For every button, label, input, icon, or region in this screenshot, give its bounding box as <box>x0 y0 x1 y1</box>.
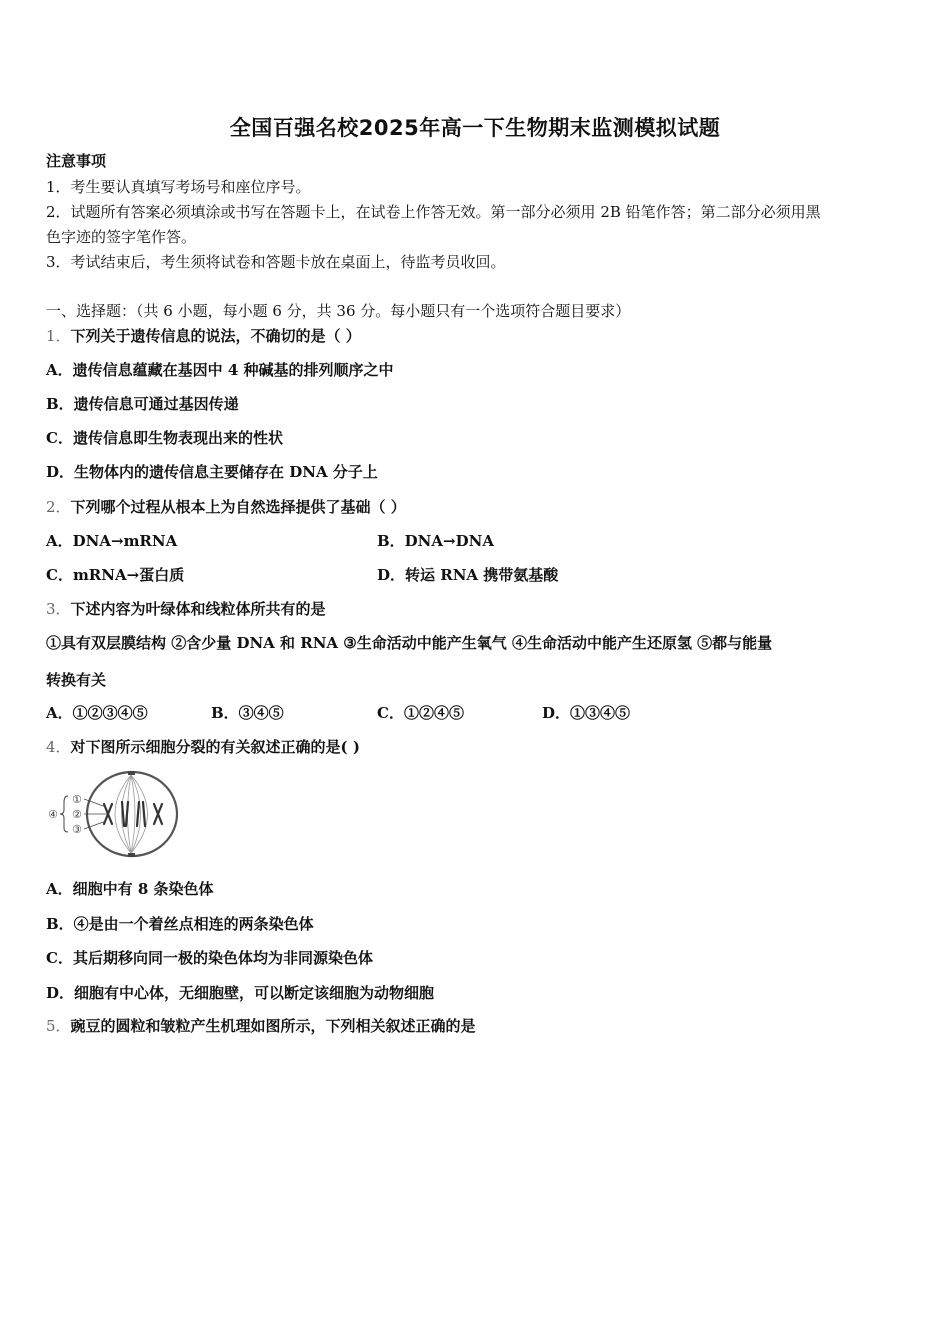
question-stem: 豌豆的圆粒和皱粒产生机理如图所示，下列相关叙述正确的是 <box>70 1017 476 1035</box>
notice-item: 1．考生要认真填写考场号和座位序号。 <box>46 178 311 196</box>
chromosomes <box>104 802 162 826</box>
question-number: 3． <box>46 600 71 618</box>
q3-option-d: D．①③④⑤ <box>542 704 631 722</box>
question-1 <box>46 326 361 346</box>
question-stem: 下述内容为叶绿体和线粒体所共有的是 <box>70 600 326 618</box>
question-stem: 下列关于遗传信息的说法，不确切的是（ ） <box>70 327 361 345</box>
q2-option-c: C．mRNA→蛋白质 <box>46 566 185 584</box>
centriole-bottom <box>128 853 135 857</box>
notice-item: 色字迹的签字笔作答。 <box>46 228 197 246</box>
label-3: ③ <box>72 823 82 836</box>
label-1: ① <box>72 793 82 806</box>
q3-statements: ①具有双层膜结构 ②含少量 DNA 和 RNA ③生命活动中能产生氧气 ④生命活动中能产生还原氢 ⑤都与能量 <box>46 634 773 652</box>
q4-option-c: C．其后期移向同一极的染色体均为非同源染色体 <box>46 949 373 967</box>
q2-option-d: D．转运 RNA 携带氨基酸 <box>377 566 559 584</box>
q4-option-d: D．细胞有中心体，无细胞壁，可以断定该细胞为动物细胞 <box>46 984 435 1002</box>
question-number: 4． <box>46 738 71 756</box>
spindle-fibers <box>115 775 148 853</box>
q1-option-d: D．生物体内的遗传信息主要储存在 DNA 分子上 <box>46 463 378 481</box>
question-number: 1． <box>46 327 71 345</box>
notice-item: 3．考试结束后，考生须将试卷和答题卡放在桌面上，待监考员收回。 <box>46 253 506 271</box>
label-4: ④ <box>48 808 58 821</box>
q1-option-c: C．遗传信息即生物表现出来的性状 <box>46 429 283 447</box>
question-2 <box>46 497 406 517</box>
q4-option-b: B．④是由一个着丝点相连的两条染色体 <box>46 915 314 933</box>
q3-option-b: B．③④⑤ <box>211 704 284 722</box>
q2-option-a: A．DNA→mRNA <box>46 532 178 550</box>
q2-option-b: B．DNA→DNA <box>377 532 494 550</box>
label-2: ② <box>72 808 82 821</box>
cell-division-diagram <box>44 766 184 862</box>
question-5 <box>46 1016 476 1036</box>
question-stem: 对下图所示细胞分裂的有关叙述正确的是( ) <box>70 738 360 756</box>
page-title: 全国百强名校2025年高一下生物期末监测模拟试题 <box>229 116 721 140</box>
question-stem: 下列哪个过程从根本上为自然选择提供了基础（ ） <box>70 498 406 516</box>
question-number: 5． <box>46 1017 71 1035</box>
q1-option-a: A．遗传信息蕴藏在基因中 4 种碱基的排列顺序之中 <box>46 361 394 379</box>
centriole-top <box>128 771 135 775</box>
question-3 <box>46 599 326 619</box>
question-4 <box>46 737 360 757</box>
notice-heading: 注意事项 <box>46 152 107 170</box>
label-brace <box>60 796 68 832</box>
notice-item: 2．试题所有答案必须填涂或书写在答题卡上，在试卷上作答无效。第一部分必须用 2B 铅笔作答；第二部分必须用黑 <box>46 203 821 221</box>
q3-statements-cont: 转换有关 <box>46 671 107 689</box>
q3-option-c: C．①②④⑤ <box>377 704 464 722</box>
q4-option-a: A．细胞中有 8 条染色体 <box>46 880 214 898</box>
q1-option-b: B．遗传信息可通过基因传递 <box>46 395 239 413</box>
question-number: 2． <box>46 498 71 516</box>
q3-option-a: A．①②③④⑤ <box>46 704 148 722</box>
section-heading: 一、选择题：（共 6 小题，每小题 6 分，共 36 分。每小题只有一个选项符合题目要求） <box>46 302 631 320</box>
